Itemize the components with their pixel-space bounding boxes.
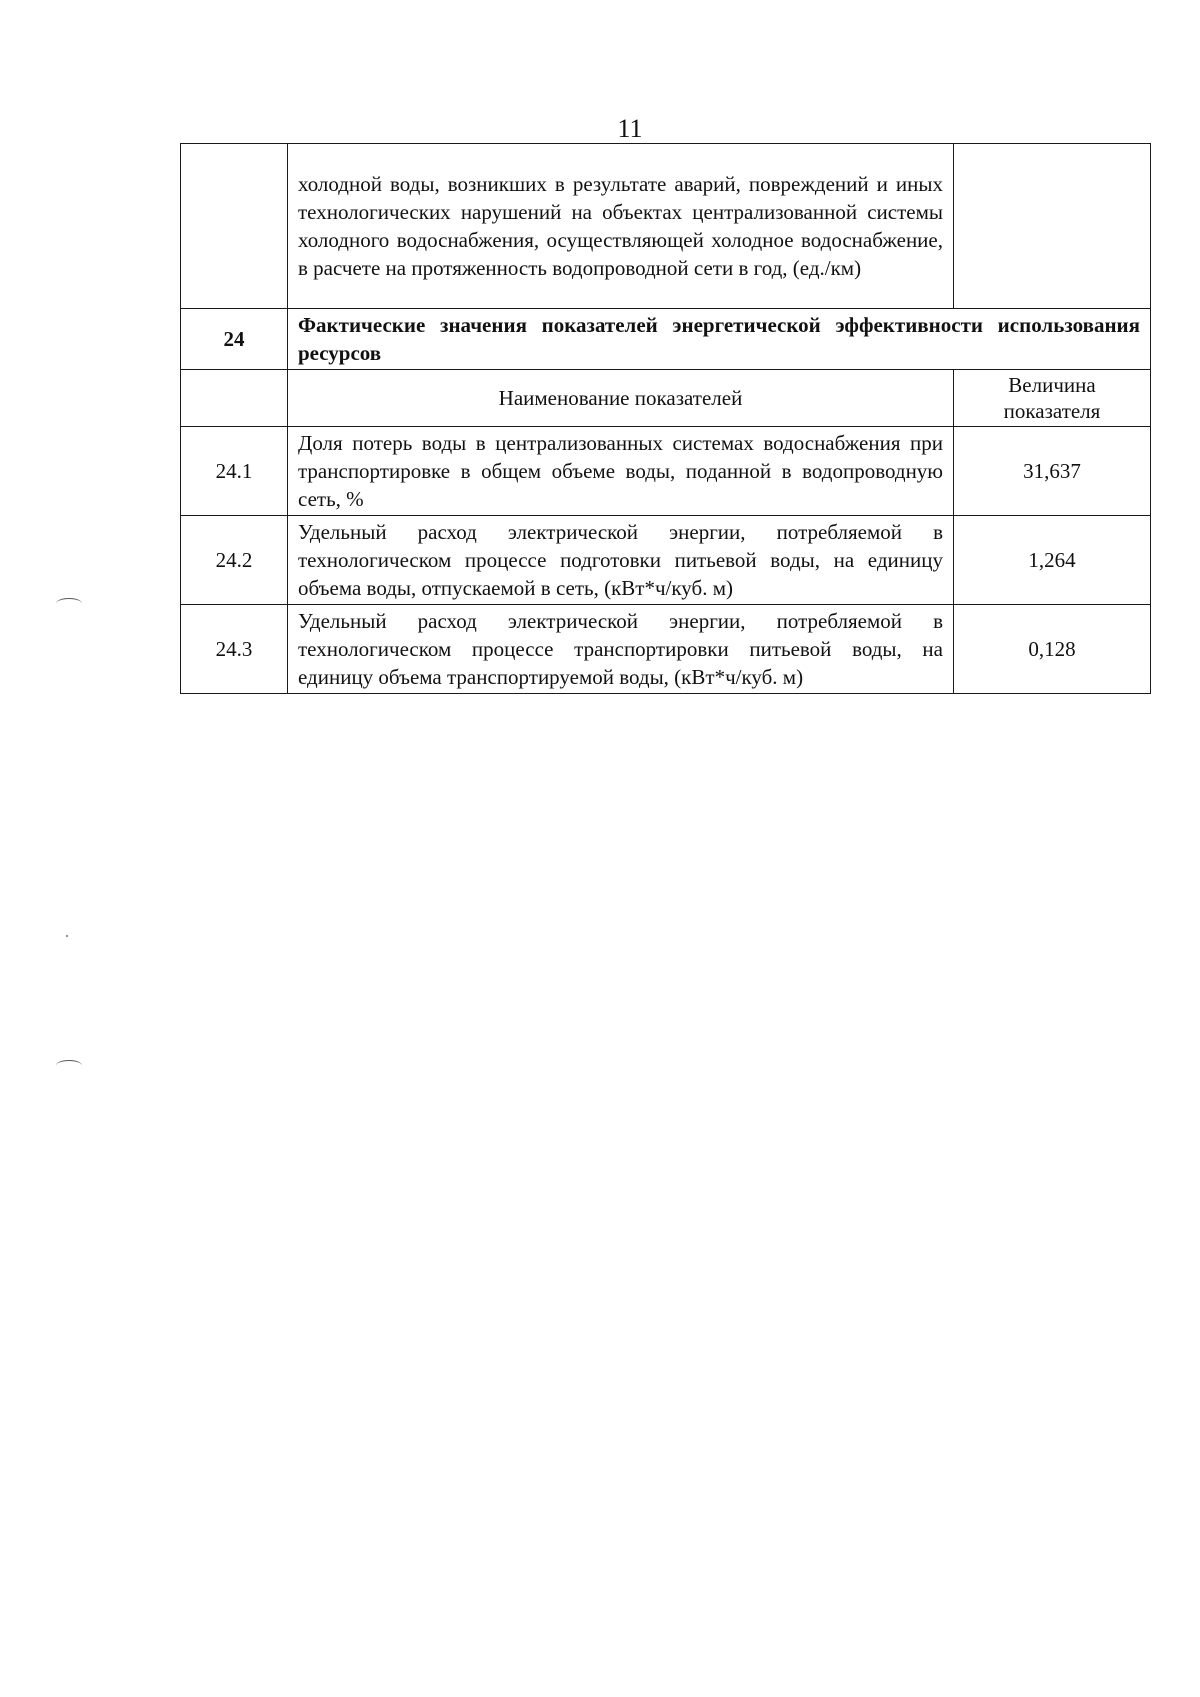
indicator-description: Доля потерь воды в централизованных системах водоснабжения при транспортировке в общем объеме воды, поданной в водопроводную сеть, % [288, 427, 954, 516]
section-title: Фактические значения показателей энергетической эффективности использования ресурсов [288, 309, 1151, 370]
section-row [181, 309, 1151, 370]
indicator-value [954, 144, 1151, 309]
header-row [181, 370, 1151, 427]
scan-mark [56, 1060, 82, 1071]
indicator-description: холодной воды, возникших в результате аварий, повреждений и иных технологических нарушений на объектах централизованной системы холодного водоснабжения, осуществляющей холодное водоснабжение, в расчете на протяженность водопроводной сети в год, (ед./км) [288, 144, 954, 309]
scan-mark [56, 598, 82, 609]
indicator-value: 0,128 [954, 605, 1151, 694]
header-number-cell [181, 370, 288, 427]
table-row [181, 144, 1151, 309]
indicator-value: 31,637 [954, 427, 1151, 516]
row-number: 24.1 [181, 427, 288, 516]
indicator-description: Удельный расход электрической энергии, потребляемой в технологическом процессе подготовки питьевой воды, на единицу объема воды, отпускаемой в сеть, (кВт*ч/куб. м) [288, 516, 954, 605]
indicator-value: 1,264 [954, 516, 1151, 605]
row-number: 24.2 [181, 516, 288, 605]
header-indicator-value: Величина показателя [954, 370, 1151, 427]
section-number: 24 [181, 309, 288, 370]
indicators-table [180, 143, 1151, 694]
header-indicator-name: Наименование показателей [288, 370, 954, 427]
page-number: 11 [617, 114, 643, 143]
indicator-description: Удельный расход электрической энергии, потребляемой в технологическом процессе транспортировки питьевой воды, на единицу объема транспортируемой воды, (кВт*ч/куб. м) [288, 605, 954, 694]
row-number: 24.3 [181, 605, 288, 694]
table-row [181, 427, 1151, 516]
row-number-cell [181, 144, 288, 309]
table-row [181, 516, 1151, 605]
scan-dot [66, 935, 68, 937]
table-row [181, 605, 1151, 694]
